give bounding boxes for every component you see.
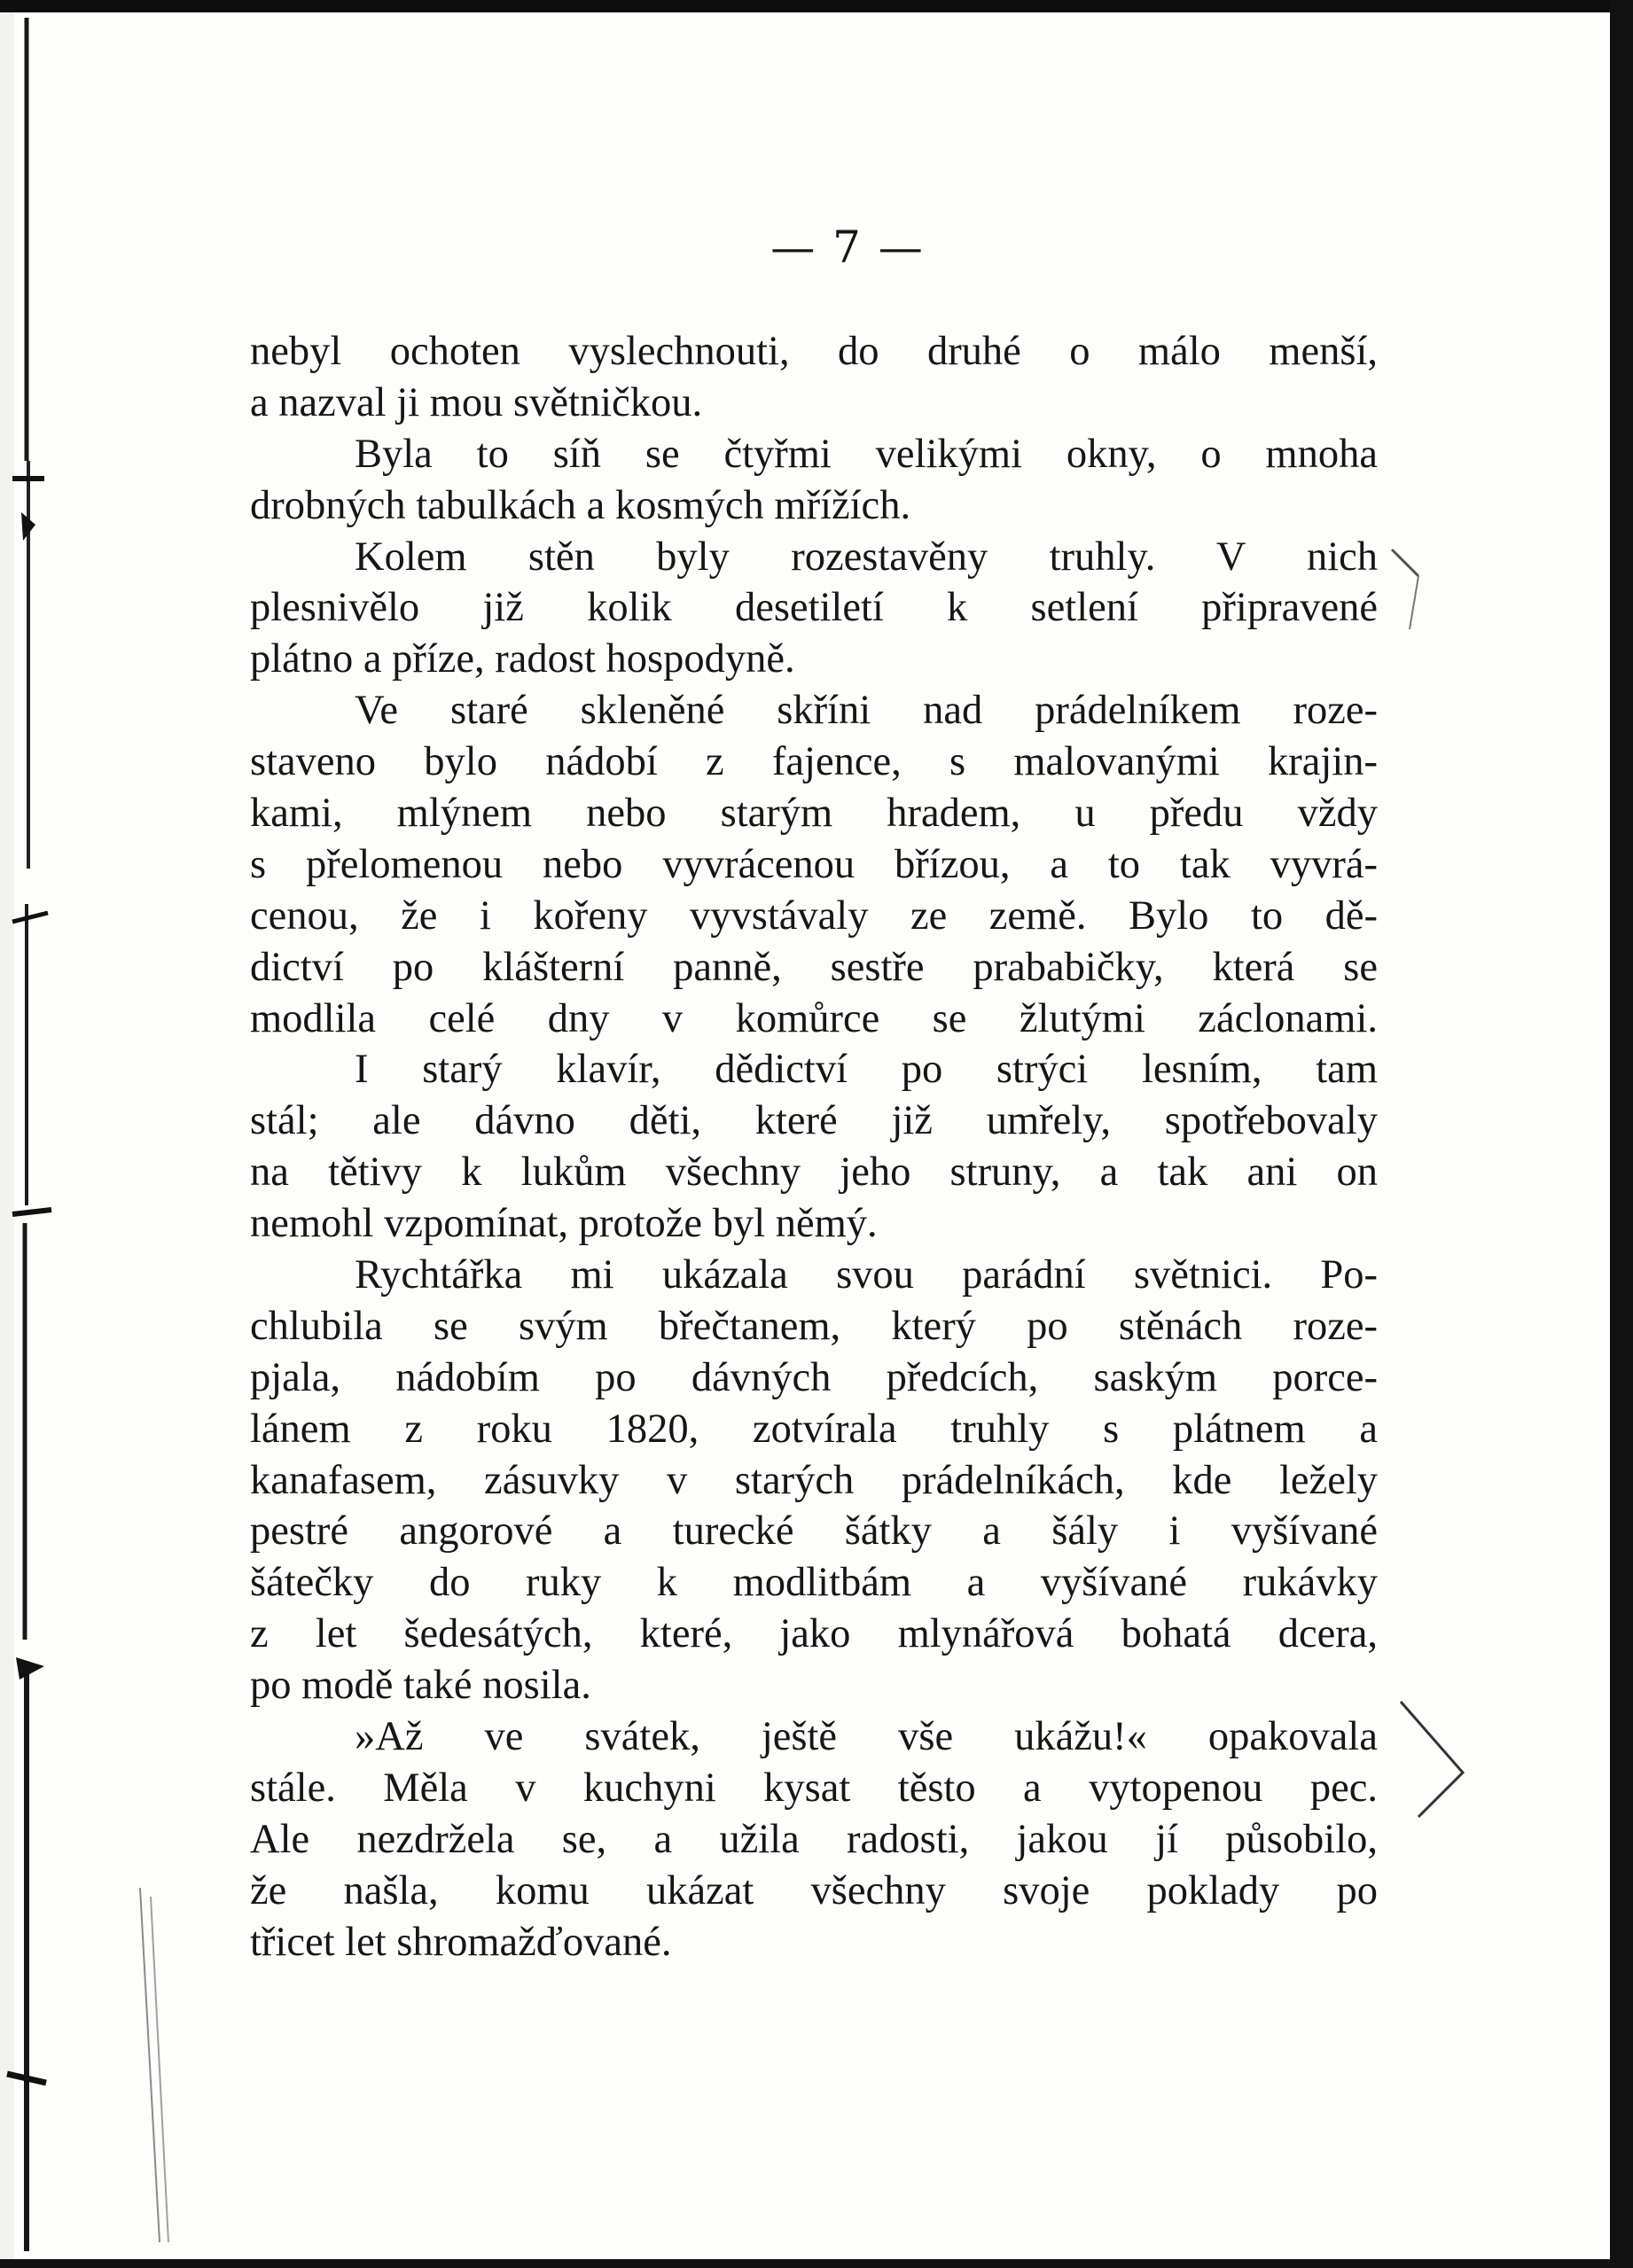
text-line: stále. Měla v kuchyni kysat těsto a vytopenou pec. xyxy=(250,1765,1378,1811)
text-line: z let šedesátých, které, jako mlynářová bohatá dcera, xyxy=(250,1611,1378,1657)
page-number: — 7 — xyxy=(770,222,925,273)
text-line: s přelomenou nebo vyvrácenou břízou, a to tak vyvrá- xyxy=(250,841,1378,887)
margin-bleed-marks xyxy=(1365,514,1489,1843)
text-line: kanafasem, zásuvky v starých prádelníkách, kde ležely xyxy=(250,1457,1378,1503)
text-line: staveno bylo nádobí z fajence, s malovanými krajin- xyxy=(250,739,1378,785)
text-line: nebyl ochoten vyslechnouti, do druhé o málo menší, xyxy=(250,329,1378,374)
binding-marks xyxy=(0,0,71,2268)
text-line: I starý klavír, dědictví po strýci lesním, tam xyxy=(355,1047,1378,1093)
text-line: »Až ve svátek, ještě vše ukážu!« opakovala xyxy=(355,1714,1378,1760)
text-line: plesnivělo již kolik desetiletí k setlení připravené xyxy=(250,585,1378,631)
text-line: nemohl vzpomínat, protože byl němý. xyxy=(250,1201,878,1247)
text-line: Ale nezdržela se, a užila radosti, jakou jí působilo, xyxy=(250,1816,1378,1862)
text-line: drobných tabulkách a kosmých mřížích. xyxy=(250,482,911,528)
text-line: lánem z roku 1820, zotvírala truhly s plátnem a xyxy=(250,1406,1378,1452)
body-text xyxy=(250,326,1378,1968)
text-line: modlila celé dny v komůrce se žlutými záclonami. xyxy=(250,995,1378,1041)
text-line: a nazval ji mou světničkou. xyxy=(250,379,703,425)
text-line: stál; ale dávno děti, které již umřely, spotřebovaly xyxy=(250,1098,1378,1144)
text-line: že našla, komu ukázat všechny svoje poklady po xyxy=(250,1867,1378,1913)
text-line: chlubila se svým břečtanem, který po stěnách roze- xyxy=(250,1303,1378,1349)
text-line: šátečky do ruky k modlitbám a vyšívané rukávky xyxy=(250,1560,1378,1606)
text-line: třicet let shromažďované. xyxy=(250,1919,672,1965)
text-line: dictví po klášterní panně, sestře prababičky, která se xyxy=(250,944,1378,990)
text-line: pjala, nádobím po dávných předcích, saským porce- xyxy=(250,1354,1378,1400)
text-line: Byla to síň se čtyřmi velikými okny, o mnoha xyxy=(355,431,1378,477)
text-line: Ve staré skleněné skříni nad prádelníkem roze- xyxy=(355,688,1378,734)
text-line: Kolem stěn byly rozestavěny truhly. V nich xyxy=(355,534,1378,580)
text-line: kami, mlýnem nebo starým hradem, u předu vždy xyxy=(250,791,1378,837)
text-line: cenou, že i kořeny vyvstávaly ze země. Bylo to dě- xyxy=(250,892,1378,939)
text-line: plátno a příze, radost hospodyně. xyxy=(250,636,795,682)
gutter-rule xyxy=(133,1879,186,2251)
text-line: na tětivy k lukům všechny jeho struny, a tak ani on xyxy=(250,1150,1378,1196)
scan-right-edge xyxy=(1610,0,1633,2268)
text-line: pestré angorové a turecké šátky a šály i vyšívané xyxy=(250,1508,1378,1555)
scan-bottom-edge xyxy=(0,2259,1633,2268)
text-line: Rychtářka mi ukázala svou parádní světnici. Po- xyxy=(355,1252,1378,1298)
text-line: po modě také nosila. xyxy=(250,1663,591,1709)
scan-top-edge xyxy=(0,0,1633,12)
